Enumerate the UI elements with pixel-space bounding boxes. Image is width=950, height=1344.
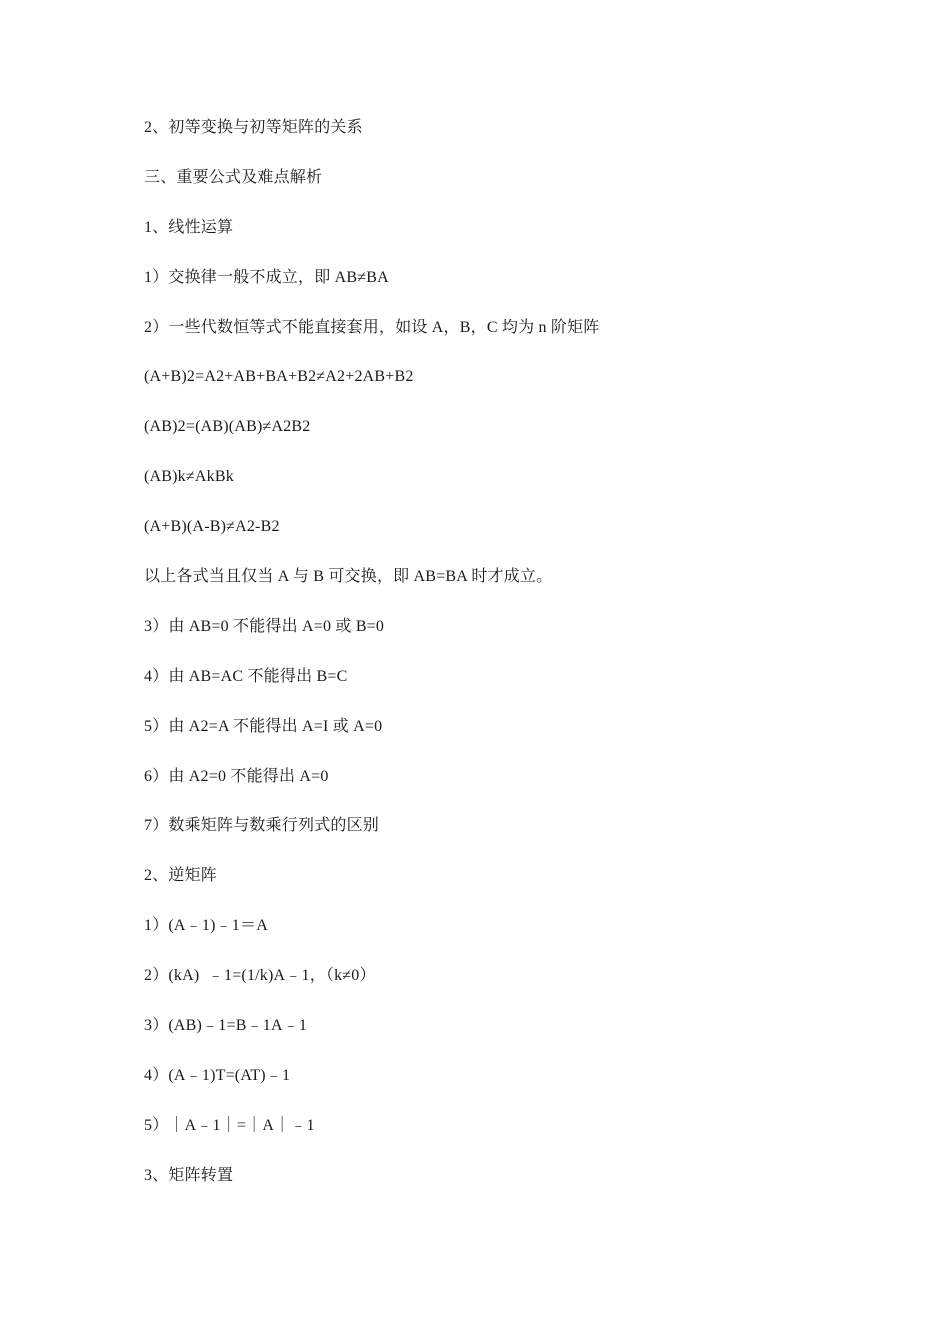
formula-line: (A+B)(A-B)≠A2-B2 [144,518,280,536]
formula-line: 2）(kA) ﹣1=(1/k)A﹣1，（k≠0） [144,967,376,985]
text-line: 2、初等变换与初等矩阵的关系 [144,119,363,136]
formula-line: 1）(A﹣1)﹣1＝A [144,917,268,935]
formula-line: (AB)2=(AB)(AB)≠A2B2 [144,418,311,436]
text-line: 2）一些代数恒等式不能直接套用，如设 A，B，C 均为 n 阶矩阵 [144,318,600,336]
text-line: 4）由 AB=AC 不能得出 B=C [144,667,348,685]
text-line: 以上各式当且仅当 A 与 B 可交换，即 AB=BA 时才成立。 [144,568,553,586]
section-heading: 三、重要公式及难点解析 [144,168,323,186]
text-line: 6）由 A2=0 不能得出 A=0 [144,767,329,785]
formula-line: (AB)k≠AkBk [144,468,234,486]
subsection-heading: 2、逆矩阵 [144,867,218,885]
subsection-heading: 1、线性运算 [144,218,234,236]
text-line: 5）由 A2=A 不能得出 A=I 或 A=0 [144,717,383,735]
text-line: 3）由 AB=0 不能得出 A=0 或 B=0 [144,617,385,635]
text-line: 7）数乘矩阵与数乘行列式的区别 [144,817,380,835]
formula-line: (A+B)2=A2+AB+BA+B2≠A2+2AB+B2 [144,368,414,386]
text-line: 1）交换律一般不成立，即 AB≠BA [144,268,389,286]
subsection-heading: 3、矩阵转置 [144,1166,234,1184]
formula-line: 4）(A﹣1)T=(AT)﹣1 [144,1066,291,1084]
formula-line: 3）(AB)﹣1=B﹣1A﹣1 [144,1017,308,1035]
formula-line: 5）｜A﹣1｜=｜A｜﹣1 [144,1116,315,1134]
